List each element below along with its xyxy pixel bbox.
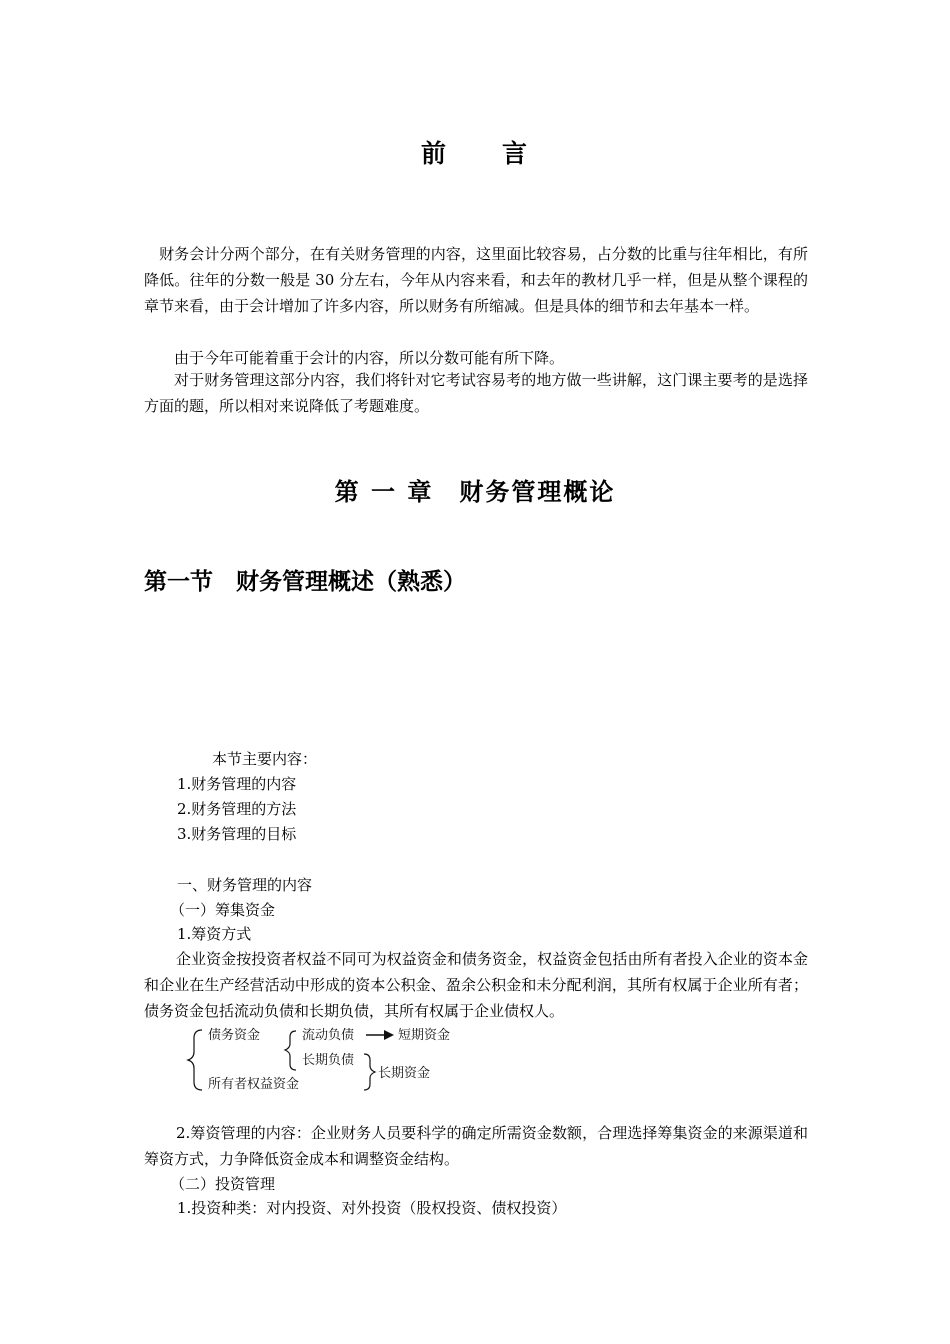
point-investment-types: 1.投资种类：对内投资、对外投资（股权投资、债权投资） <box>177 1199 567 1217</box>
right-brace <box>364 1054 375 1090</box>
long-term-liabilities-label: 长期负债 <box>302 1053 355 1068</box>
section-title: 第一节 财务管理概述（熟悉） <box>144 569 466 595</box>
point-financing-methods: 1.筹资方式 <box>177 925 252 943</box>
arrow-head-icon <box>384 1030 394 1040</box>
inner-brace <box>285 1031 296 1070</box>
preface-paragraph-2: 由于今年可能着重于会计的内容，所以分数可能有所下降。 <box>174 349 565 367</box>
summary-item: 1.财务管理的内容 <box>177 775 297 793</box>
current-liabilities-label: 流动负债 <box>302 1028 355 1043</box>
equity-capital-label: 所有者权益资金 <box>208 1077 300 1092</box>
summary-item: 2.财务管理的方法 <box>177 800 297 818</box>
debt-capital-label: 债务资金 <box>208 1028 261 1043</box>
long-term-capital-label: 长期资金 <box>378 1066 431 1081</box>
summary-item: 3.财务管理的目标 <box>177 825 297 843</box>
preface-title: 前 言 <box>420 139 529 168</box>
preface-paragraph-1: 财务会计分两个部分，在有关财务管理的内容，这里面比较容易，占分数的比重与往年相比，有所降低。往年的分数一般是 30 分左右，今年从内容来看，和去年的教材几乎一样，但是从整个课程的章节来看，由于会计增加了许多内容，所以财务有所缩减。但是具体的细节和去年基本一样。 <box>144 245 808 315</box>
summary-label: 本节主要内容： <box>212 750 318 768</box>
preface-paragraph-3: 对于财务管理这部分内容，我们将针对它考试容易考的地方做一些讲解，这门课主要考的是选择方面的题，所以相对来说降低了考题难度。 <box>144 371 808 415</box>
financing-management-paragraph: 2.筹资管理的内容：企业财务人员要科学的确定所需资金数额，合理选择筹集资金的来源渠道和筹资方式，力争降低资金成本和调整资金结构。 <box>144 1124 808 1168</box>
chapter-title: 第 一 章 财务管理概论 <box>334 478 616 506</box>
capital-structure-diagram <box>180 1024 480 1098</box>
financing-methods-paragraph: 企业资金按投资者权益不同可为权益资金和债务资金，权益资金包括由所有者投入企业的资本金和企业在生产经营活动中形成的资本公积金、盈余公积金和未分配利润，其所有权属于企业所有者；债务资金包括流动负债和长期负债，其所有权属于企业债权人。 <box>144 950 808 1020</box>
short-term-capital-label: 短期资金 <box>398 1028 451 1043</box>
subheading-investment: （二）投资管理 <box>170 1175 276 1193</box>
heading-content: 一、财务管理的内容 <box>177 876 313 894</box>
outer-brace <box>188 1030 202 1090</box>
subheading-fundraising: （一）筹集资金 <box>170 901 276 919</box>
